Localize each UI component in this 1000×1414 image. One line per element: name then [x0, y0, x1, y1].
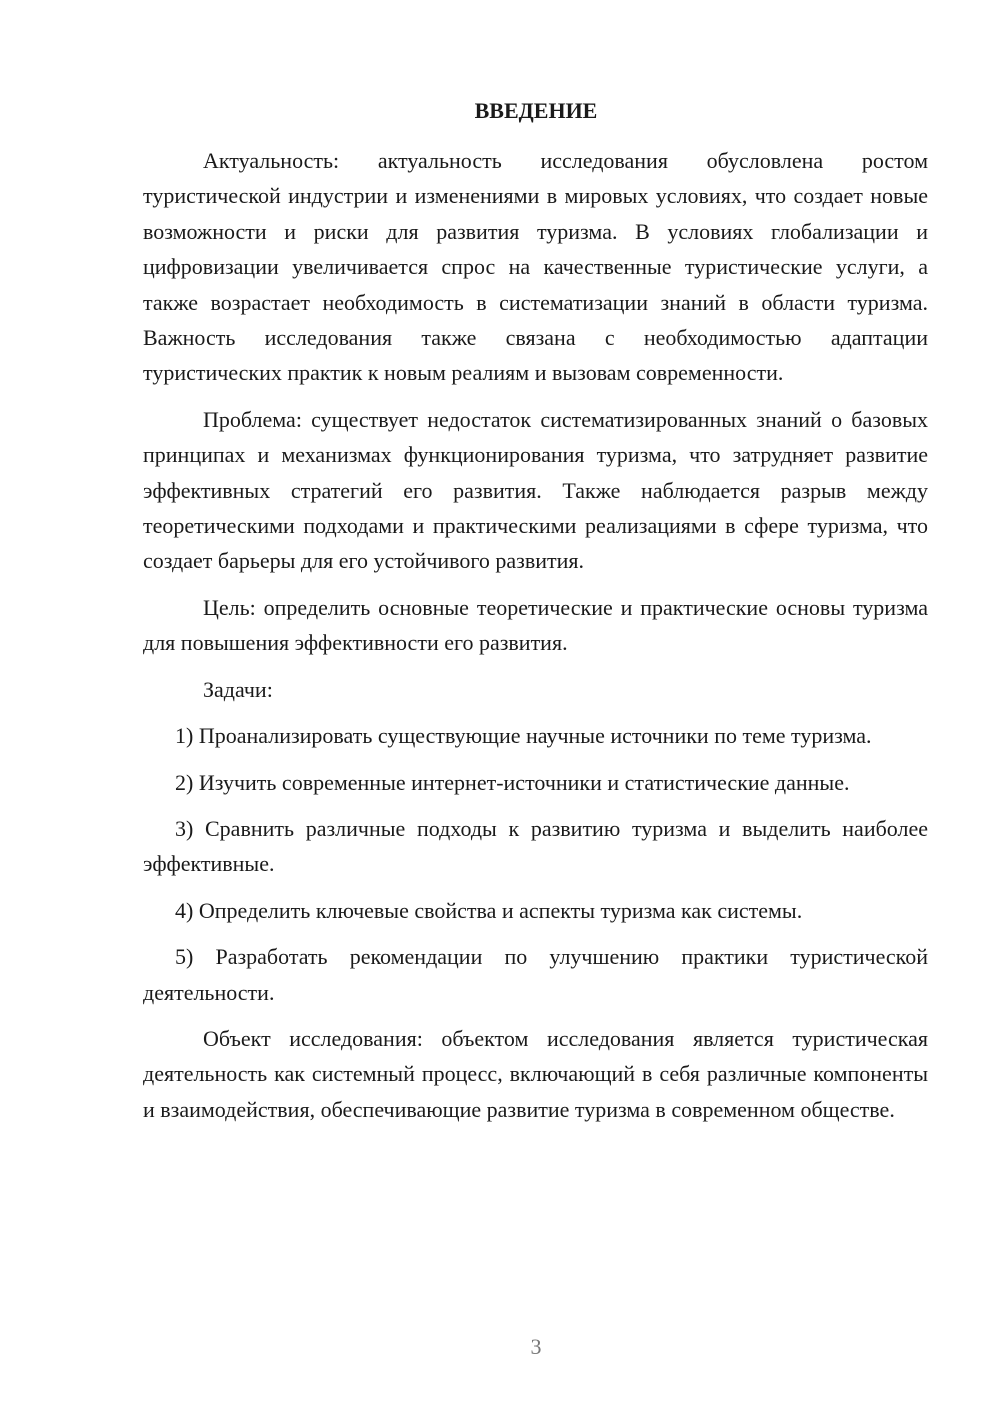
- page-title: ВВЕДЕНИЕ: [474, 98, 598, 123]
- tasks-label: Задачи:: [203, 676, 273, 702]
- problem-paragraph: Проблема: существует недостаток систематизированных знаний о базовых принципах и механизмах функционирования туризма, что затрудняет развитие эффективных стратегий его развития. Также наблюдается разрыв между теоретическими подходами и практическими реализациями в сфере туризма, что создает барьеры для его устойчивого развития.: [143, 406, 928, 574]
- task-item: 2) Изучить современные интернет-источники и статистические данные.: [175, 769, 850, 795]
- task-item: 1) Проанализировать существующие научные источники по теме туризма.: [175, 723, 872, 749]
- document-body: [143, 143, 928, 1138]
- object-paragraph: Объект исследования: объектом исследования является туристическая деятельность как системный процесс, включающий в себя различные компоненты и взаимодействия, обеспечивающие развитие туризма в современном обществе.: [143, 1025, 928, 1122]
- goal-paragraph: Цель: определить основные теоретические и практические основы туризма для повышения эффективности его развития.: [143, 594, 928, 656]
- page-number: 3: [530, 1334, 542, 1359]
- task-item: 3) Сравнить различные подходы к развитию туризма и выделить наиболее эффективные.: [143, 815, 928, 877]
- task-item: 4) Определить ключевые свойства и аспекты туризма как системы.: [175, 897, 803, 923]
- relevance-paragraph: Актуальность: актуальность исследования обусловлена ростом туристической индустрии и изменениями в мировых условиях, что создает новые возможности и риски для развития туризма. В условиях глобализации и цифровизации увеличивается спрос на качественные туристические услуги, а также возрастает необходимость в систематизации знаний в области туризма. Важность исследования также связана с необходимостью адаптации туристических практик к новым реалиям и вызовам современности.: [143, 148, 928, 386]
- task-item: 5) Разработать рекомендации по улучшению практики туристической деятельности.: [143, 944, 928, 1005]
